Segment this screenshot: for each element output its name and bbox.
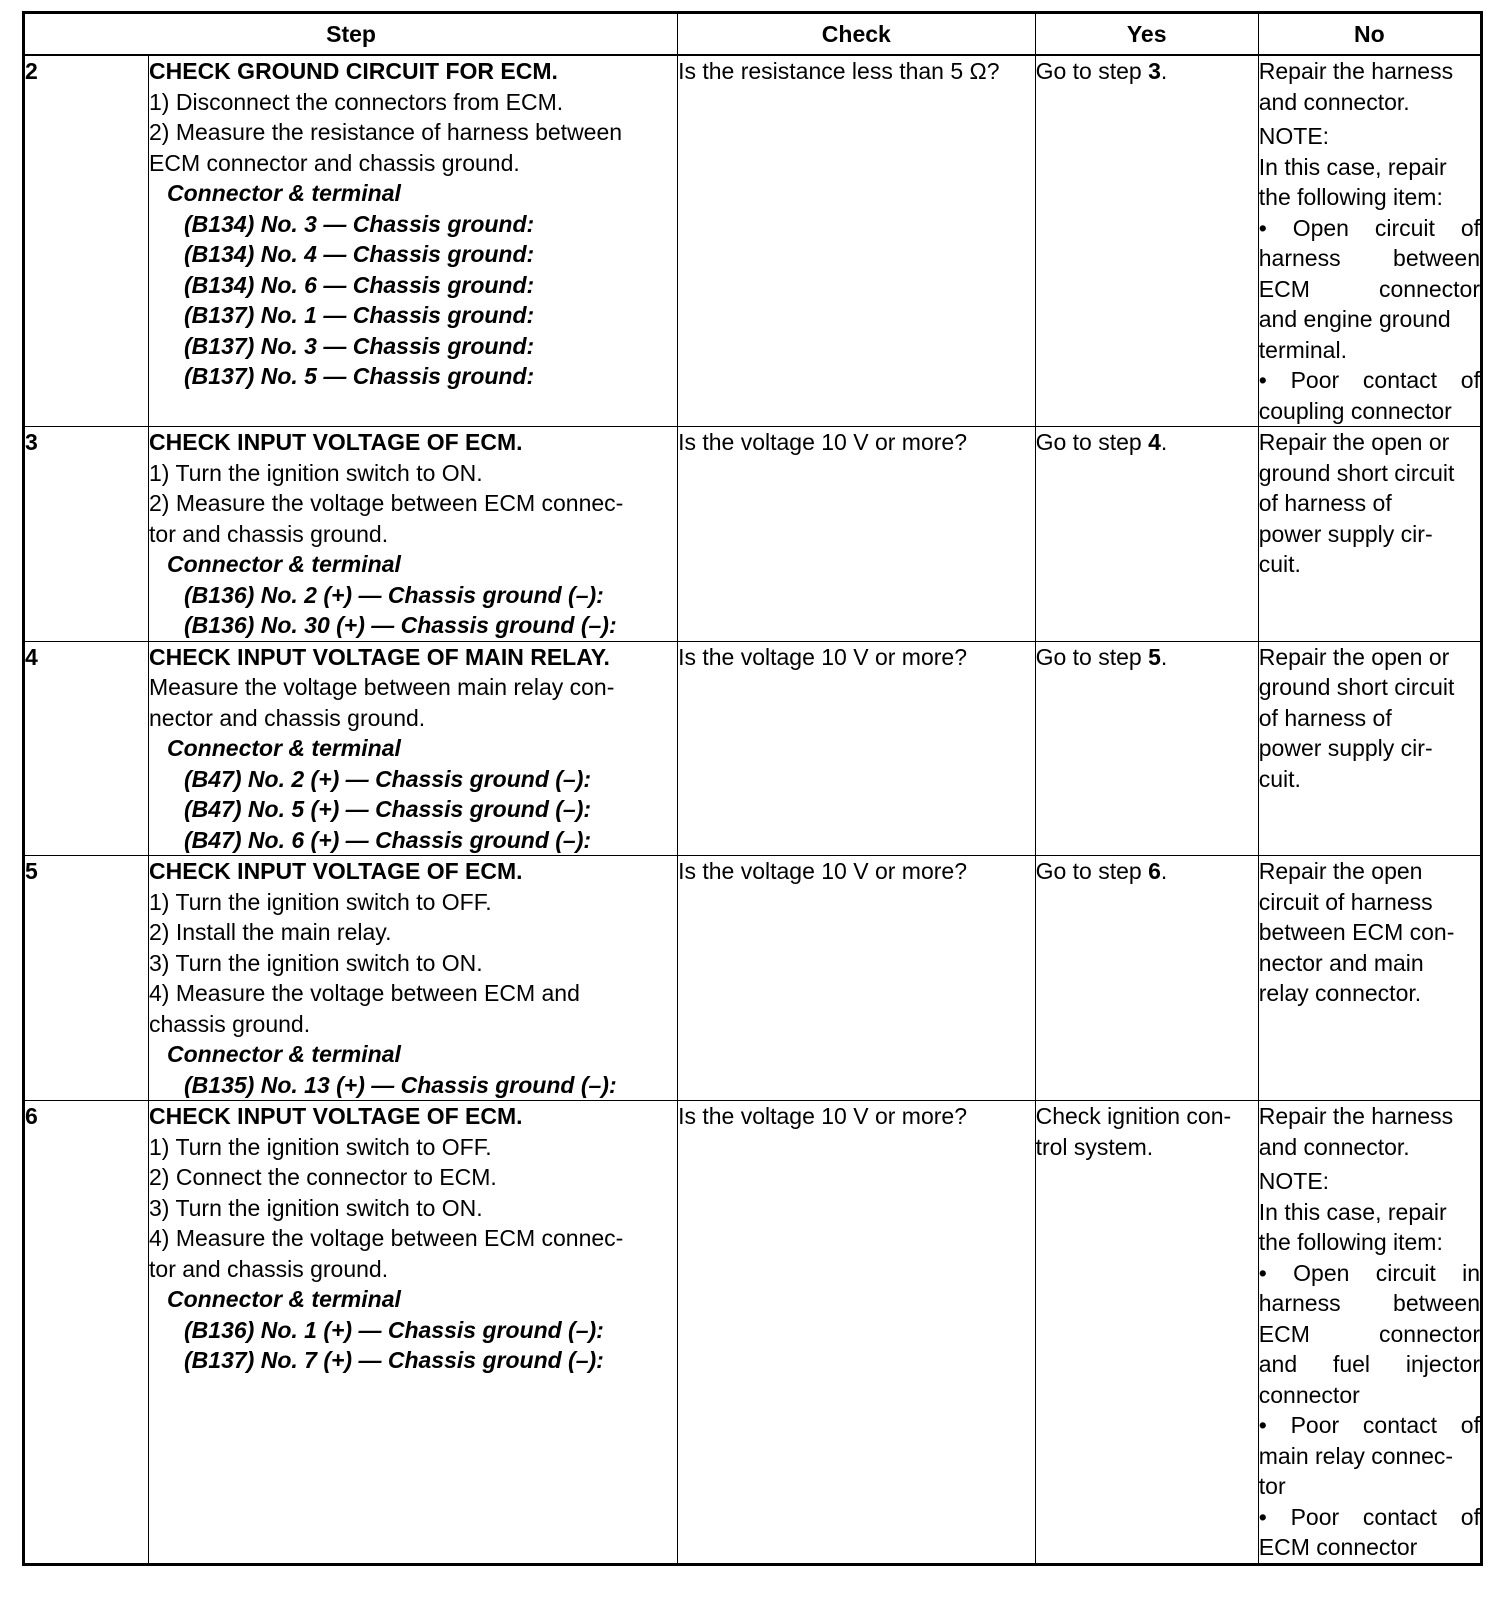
note-line: and engine ground — [1258, 306, 1451, 332]
note-line: tor — [1258, 1473, 1286, 1499]
no-cell — [1258, 856, 1481, 1101]
connector-label: Connector & terminal — [167, 551, 401, 577]
step-line: 3) Turn the ignition switch to ON. — [149, 1194, 483, 1221]
note-line: ECM connector — [1258, 1534, 1418, 1560]
no-line: cuit. — [1258, 551, 1301, 577]
check-cell: Is the voltage 10 V or more? — [678, 641, 1036, 856]
header-row — [24, 13, 1482, 56]
no-line: Repair the harness — [1258, 1103, 1454, 1129]
no-line: ground short circuit — [1258, 674, 1455, 700]
yes-step-number: 6 — [1148, 858, 1161, 884]
note-line: the following item: — [1258, 1229, 1443, 1255]
note-line: • Poor contact of — [1258, 1412, 1480, 1438]
table-row — [24, 55, 1482, 427]
step-line: 2) Install the main relay. — [149, 919, 392, 945]
terminal-line: (B134) No. 6 — Chassis ground: — [184, 271, 535, 298]
step-line: tor and chassis ground. — [149, 520, 389, 547]
yes-suffix: . — [1160, 643, 1168, 670]
no-line: of harness of — [1258, 704, 1392, 731]
connector-label: Connector & terminal — [167, 735, 401, 761]
terminal-line: (B137) No. 3 — Chassis ground: — [184, 332, 535, 359]
terminal-line: (B135) No. 13 (+) — Chassis ground (–): — [184, 1071, 617, 1098]
yes-text: Go to step — [1035, 429, 1149, 455]
note-line: and fuel injector — [1258, 1351, 1480, 1377]
note-line: harness between — [1258, 245, 1480, 271]
no-line: between ECM con- — [1258, 919, 1455, 945]
yes-cell — [1035, 641, 1258, 856]
yes-cell — [1035, 1101, 1258, 1565]
no-cell — [1258, 427, 1481, 642]
header-check: Check — [678, 13, 1036, 56]
check-cell: Is the voltage 10 V or more? — [678, 1101, 1036, 1565]
step-cell — [149, 1101, 678, 1565]
no-line: Repair the open or — [1258, 429, 1450, 455]
note-line: terminal. — [1258, 336, 1347, 363]
yes-line: trol system. — [1035, 1133, 1154, 1160]
terminal-line: (B136) No. 30 (+) — Chassis ground (–): — [184, 612, 617, 638]
no-line: nector and main — [1258, 949, 1424, 976]
step-number: 3 — [24, 427, 149, 642]
no-line: cuit. — [1258, 765, 1301, 792]
yes-cell — [1035, 427, 1258, 642]
note-line: • Open circuit in — [1258, 1259, 1480, 1286]
no-line: Repair the open — [1258, 858, 1423, 884]
note-line: the following item: — [1258, 184, 1443, 210]
yes-line: Check ignition con- — [1035, 1103, 1232, 1129]
step-line: Measure the voltage between main relay con- — [149, 674, 615, 700]
no-line: of harness of — [1258, 490, 1392, 516]
step-number: 6 — [24, 1101, 149, 1565]
connector-label: Connector & terminal — [167, 1041, 401, 1067]
terminal-line: (B47) No. 6 (+) — Chassis ground (–): — [184, 826, 592, 853]
terminal-line: (B136) No. 1 (+) — Chassis ground (–): — [184, 1316, 604, 1343]
note-line: • Poor contact of — [1258, 1503, 1480, 1530]
step-cell — [149, 55, 678, 427]
yes-suffix: . — [1160, 429, 1168, 455]
check-cell: Is the voltage 10 V or more? — [678, 856, 1036, 1101]
step-title: CHECK INPUT VOLTAGE OF ECM. — [149, 858, 523, 884]
note-line: In this case, repair — [1258, 1198, 1447, 1225]
no-line: power supply cir- — [1258, 735, 1433, 761]
step-cell — [149, 427, 678, 642]
step-line: 1) Disconnect the connectors from ECM. — [149, 88, 564, 115]
terminal-line: (B137) No. 7 (+) — Chassis ground (–): — [184, 1347, 604, 1373]
header-step: Step — [24, 13, 678, 56]
yes-step-number: 5 — [1148, 643, 1161, 670]
step-line: 1) Turn the ignition switch to OFF. — [149, 1133, 492, 1160]
step-title: CHECK INPUT VOLTAGE OF ECM. — [149, 1103, 523, 1129]
step-title: CHECK GROUND CIRCUIT FOR ECM. — [149, 58, 558, 84]
note-label: NOTE: — [1258, 1168, 1330, 1194]
no-line: Repair the harness — [1258, 58, 1454, 84]
no-line: circuit of harness — [1258, 888, 1433, 915]
connector-label: Connector & terminal — [167, 180, 401, 206]
note-line: connector — [1258, 1381, 1360, 1408]
no-cell — [1258, 641, 1481, 856]
yes-text: Go to step — [1035, 58, 1149, 84]
yes-step-number: 3 — [1148, 58, 1161, 84]
step-line: 4) Measure the voltage between ECM and — [149, 980, 580, 1006]
table-row — [24, 1101, 1482, 1565]
no-line: power supply cir- — [1258, 520, 1433, 547]
terminal-line: (B47) No. 5 (+) — Chassis ground (–): — [184, 796, 592, 822]
diagnostic-table — [22, 11, 1483, 1566]
terminal-line: (B47) No. 2 (+) — Chassis ground (–): — [184, 765, 592, 792]
note-line: harness between — [1258, 1290, 1480, 1316]
yes-text: Go to step — [1035, 643, 1149, 670]
header-yes: Yes — [1035, 13, 1258, 56]
step-title: CHECK INPUT VOLTAGE OF ECM. — [149, 429, 523, 455]
step-line: 2) Measure the resistance of harness between — [149, 119, 623, 145]
check-cell: Is the voltage 10 V or more? — [678, 427, 1036, 642]
step-number: 5 — [24, 856, 149, 1101]
yes-text: Go to step — [1035, 858, 1149, 884]
note-line: • Poor contact of — [1258, 367, 1480, 393]
step-line: chassis ground. — [149, 1010, 311, 1037]
no-line: and connector. — [1258, 88, 1410, 115]
step-line: 4) Measure the voltage between ECM connec- — [149, 1225, 624, 1251]
yes-cell — [1035, 55, 1258, 427]
step-title: CHECK INPUT VOLTAGE OF MAIN RELAY. — [149, 643, 610, 670]
step-line: ECM connector and chassis ground. — [149, 149, 520, 176]
terminal-line: (B137) No. 5 — Chassis ground: — [184, 363, 535, 389]
check-cell: Is the resistance less than 5 Ω? — [678, 55, 1036, 427]
yes-step-number: 4 — [1148, 429, 1161, 455]
table-row — [24, 641, 1482, 856]
note-line: In this case, repair — [1258, 153, 1447, 180]
yes-cell — [1035, 856, 1258, 1101]
yes-suffix: . — [1160, 58, 1168, 84]
step-cell — [149, 856, 678, 1101]
no-line: Repair the open or — [1258, 643, 1450, 670]
no-cell — [1258, 55, 1481, 427]
step-line: 2) Connect the connector to ECM. — [149, 1164, 497, 1190]
terminal-line: (B134) No. 3 — Chassis ground: — [184, 210, 535, 237]
table-row — [24, 856, 1482, 1101]
table-row — [24, 427, 1482, 642]
no-line: and connector. — [1258, 1133, 1410, 1160]
step-line: 3) Turn the ignition switch to ON. — [149, 949, 483, 976]
note-line: ECM connector — [1258, 1320, 1480, 1347]
note-line: • Open circuit of — [1258, 214, 1480, 241]
step-line: 1) Turn the ignition switch to ON. — [149, 459, 483, 486]
note-line: main relay connec- — [1258, 1442, 1454, 1469]
no-line: relay connector. — [1258, 980, 1422, 1006]
connector-label: Connector & terminal — [167, 1286, 401, 1312]
note-line: ECM connector — [1258, 275, 1480, 302]
step-cell — [149, 641, 678, 856]
no-line: ground short circuit — [1258, 459, 1455, 486]
terminal-line: (B137) No. 1 — Chassis ground: — [184, 302, 535, 328]
header-no: No — [1258, 13, 1481, 56]
step-line: tor and chassis ground. — [149, 1255, 389, 1282]
note-line: coupling connector — [1258, 397, 1452, 424]
step-number: 4 — [24, 641, 149, 856]
step-line: 2) Measure the voltage between ECM connec- — [149, 490, 624, 516]
no-cell — [1258, 1101, 1481, 1565]
step-number: 2 — [24, 55, 149, 427]
step-line: 1) Turn the ignition switch to OFF. — [149, 888, 492, 915]
note-label: NOTE: — [1258, 123, 1330, 149]
terminal-line: (B136) No. 2 (+) — Chassis ground (–): — [184, 581, 604, 608]
terminal-line: (B134) No. 4 — Chassis ground: — [184, 241, 535, 267]
step-line: nector and chassis ground. — [149, 704, 426, 731]
yes-suffix: . — [1160, 858, 1168, 884]
